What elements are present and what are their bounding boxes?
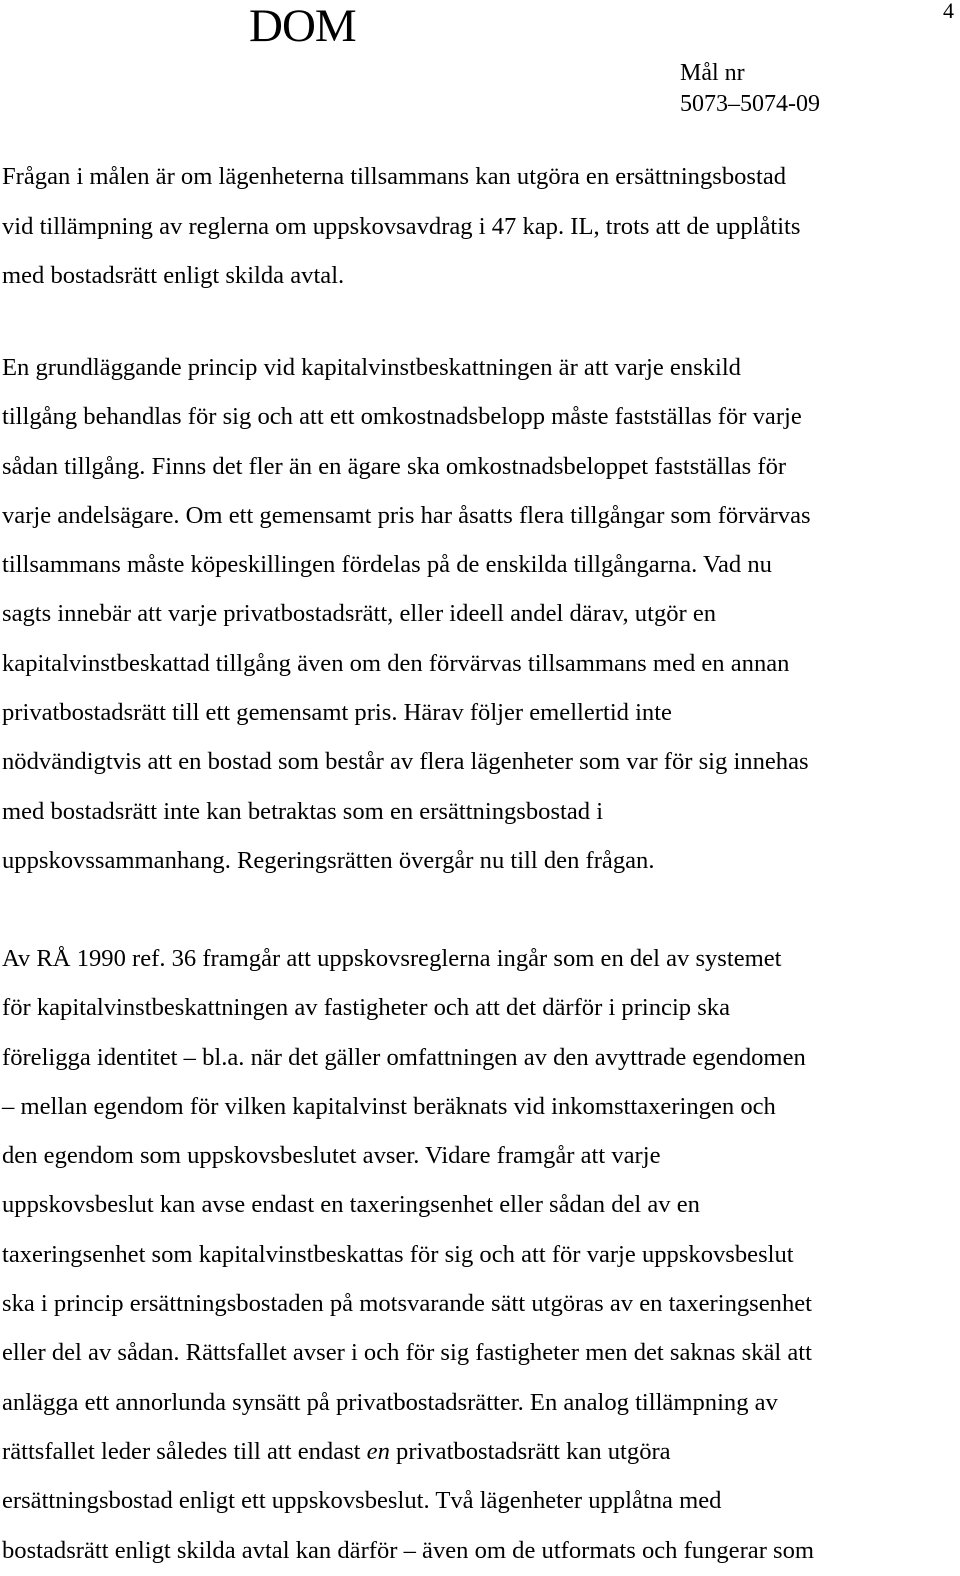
- text-line: tillsammans måste köpeskillingen fördelas på de enskilda tillgångarna. Vad nu: [2, 551, 772, 579]
- text-line: sagts innebär att varje privatbostadsrätt, eller ideell andel därav, utgör en: [2, 600, 717, 628]
- text-line: föreligga identitet – bl.a. när det gäller omfattningen av den avyttrade egendomen: [2, 1043, 806, 1071]
- document-title: DOM: [249, 0, 356, 52]
- text-line: kapitalvinstbeskattad tillgång även om den förvärvas tillsammans med en annan: [2, 649, 790, 677]
- paragraph-question: [2, 152, 952, 301]
- text-line: Av RÅ 1990 ref. 36 framgår att uppskovsreglerna ingår som en del av systemet: [2, 945, 782, 972]
- case-number-label: Mål nr: [680, 60, 745, 86]
- emphasized-word: en: [366, 1437, 390, 1465]
- text-line: privatbostadsrätt till ett gemensamt pris. Härav följer emellertid inte: [2, 699, 672, 727]
- text-segment: rättsfallet leder således till att endast: [2, 1437, 367, 1465]
- text-line: för kapitalvinstbeskattningen av fastigheter och att det därför i princip ska: [2, 994, 731, 1022]
- text-line: tillgång behandlas för sig och att ett omkostnadsbelopp måste fastställas för varje: [2, 403, 802, 431]
- text-line: uppskovsbeslut kan avse endast en taxeringsenhet eller sådan del av en: [2, 1191, 700, 1219]
- text-line: uppskovssammanhang. Regeringsrätten övergår nu till den frågan.: [2, 846, 655, 874]
- case-number: 5073–5074-09: [680, 91, 820, 117]
- text-line: varje andelsägare. Om ett gemensamt pris har åsatts flera tillgångar som förvärvas: [2, 501, 811, 529]
- text-line: den egendom som uppskovsbeslutet avser. Vidare framgår att varje: [2, 1142, 661, 1170]
- text-line: eller del av sådan. Rättsfallet avser i och för sig fastigheter men det saknas skäl att: [2, 1339, 812, 1367]
- text-line: bostadsrätt enligt skilda avtal kan därför – även om de utformats och fungerar som: [2, 1536, 815, 1564]
- text-line: ska i princip ersättningsbostaden på motsvarande sätt utgöras av en taxeringsenhet: [2, 1290, 812, 1318]
- text-line: vid tillämpning av reglerna om uppskovsavdrag i 47 kap. IL, trots att de upplåtits: [2, 212, 801, 240]
- text-line: Frågan i målen är om lägenheterna tillsammans kan utgöra en ersättningsbostad: [2, 163, 787, 190]
- text-line: [2, 1427, 952, 1476]
- text-line: – mellan egendom för vilken kapitalvinst beräknats vid inkomsttaxeringen och: [2, 1092, 776, 1120]
- page-number: 4: [943, 0, 954, 23]
- paragraph-case-law: [2, 934, 952, 1575]
- text-line: nödvändigtvis att en bostad som består av flera lägenheter som var för sig innehas: [2, 748, 809, 776]
- paragraph-principle: [2, 343, 952, 885]
- text-line: sådan tillgång. Finns det fler än en ägare ska omkostnadsbeloppet fastställas för: [2, 452, 787, 480]
- text-line: En grundläggande princip vid kapitalvinstbeskattningen är att varje enskild: [2, 354, 741, 381]
- text-line: ersättningsbostad enligt ett uppskovsbeslut. Två lägenheter upplåtna med: [2, 1487, 722, 1515]
- text-line: med bostadsrätt inte kan betraktas som en ersättningsbostad i: [2, 797, 604, 825]
- text-segment: privatbostadsrätt kan utgöra: [389, 1437, 671, 1465]
- text-line: taxeringsenhet som kapitalvinstbeskattas för sig och att för varje uppskovsbeslut: [2, 1240, 794, 1268]
- text-line: anlägga ett annorlunda synsätt på privatbostadsrätter. En analog tillämpning av: [2, 1388, 778, 1416]
- text-line: med bostadsrätt enligt skilda avtal.: [2, 262, 345, 289]
